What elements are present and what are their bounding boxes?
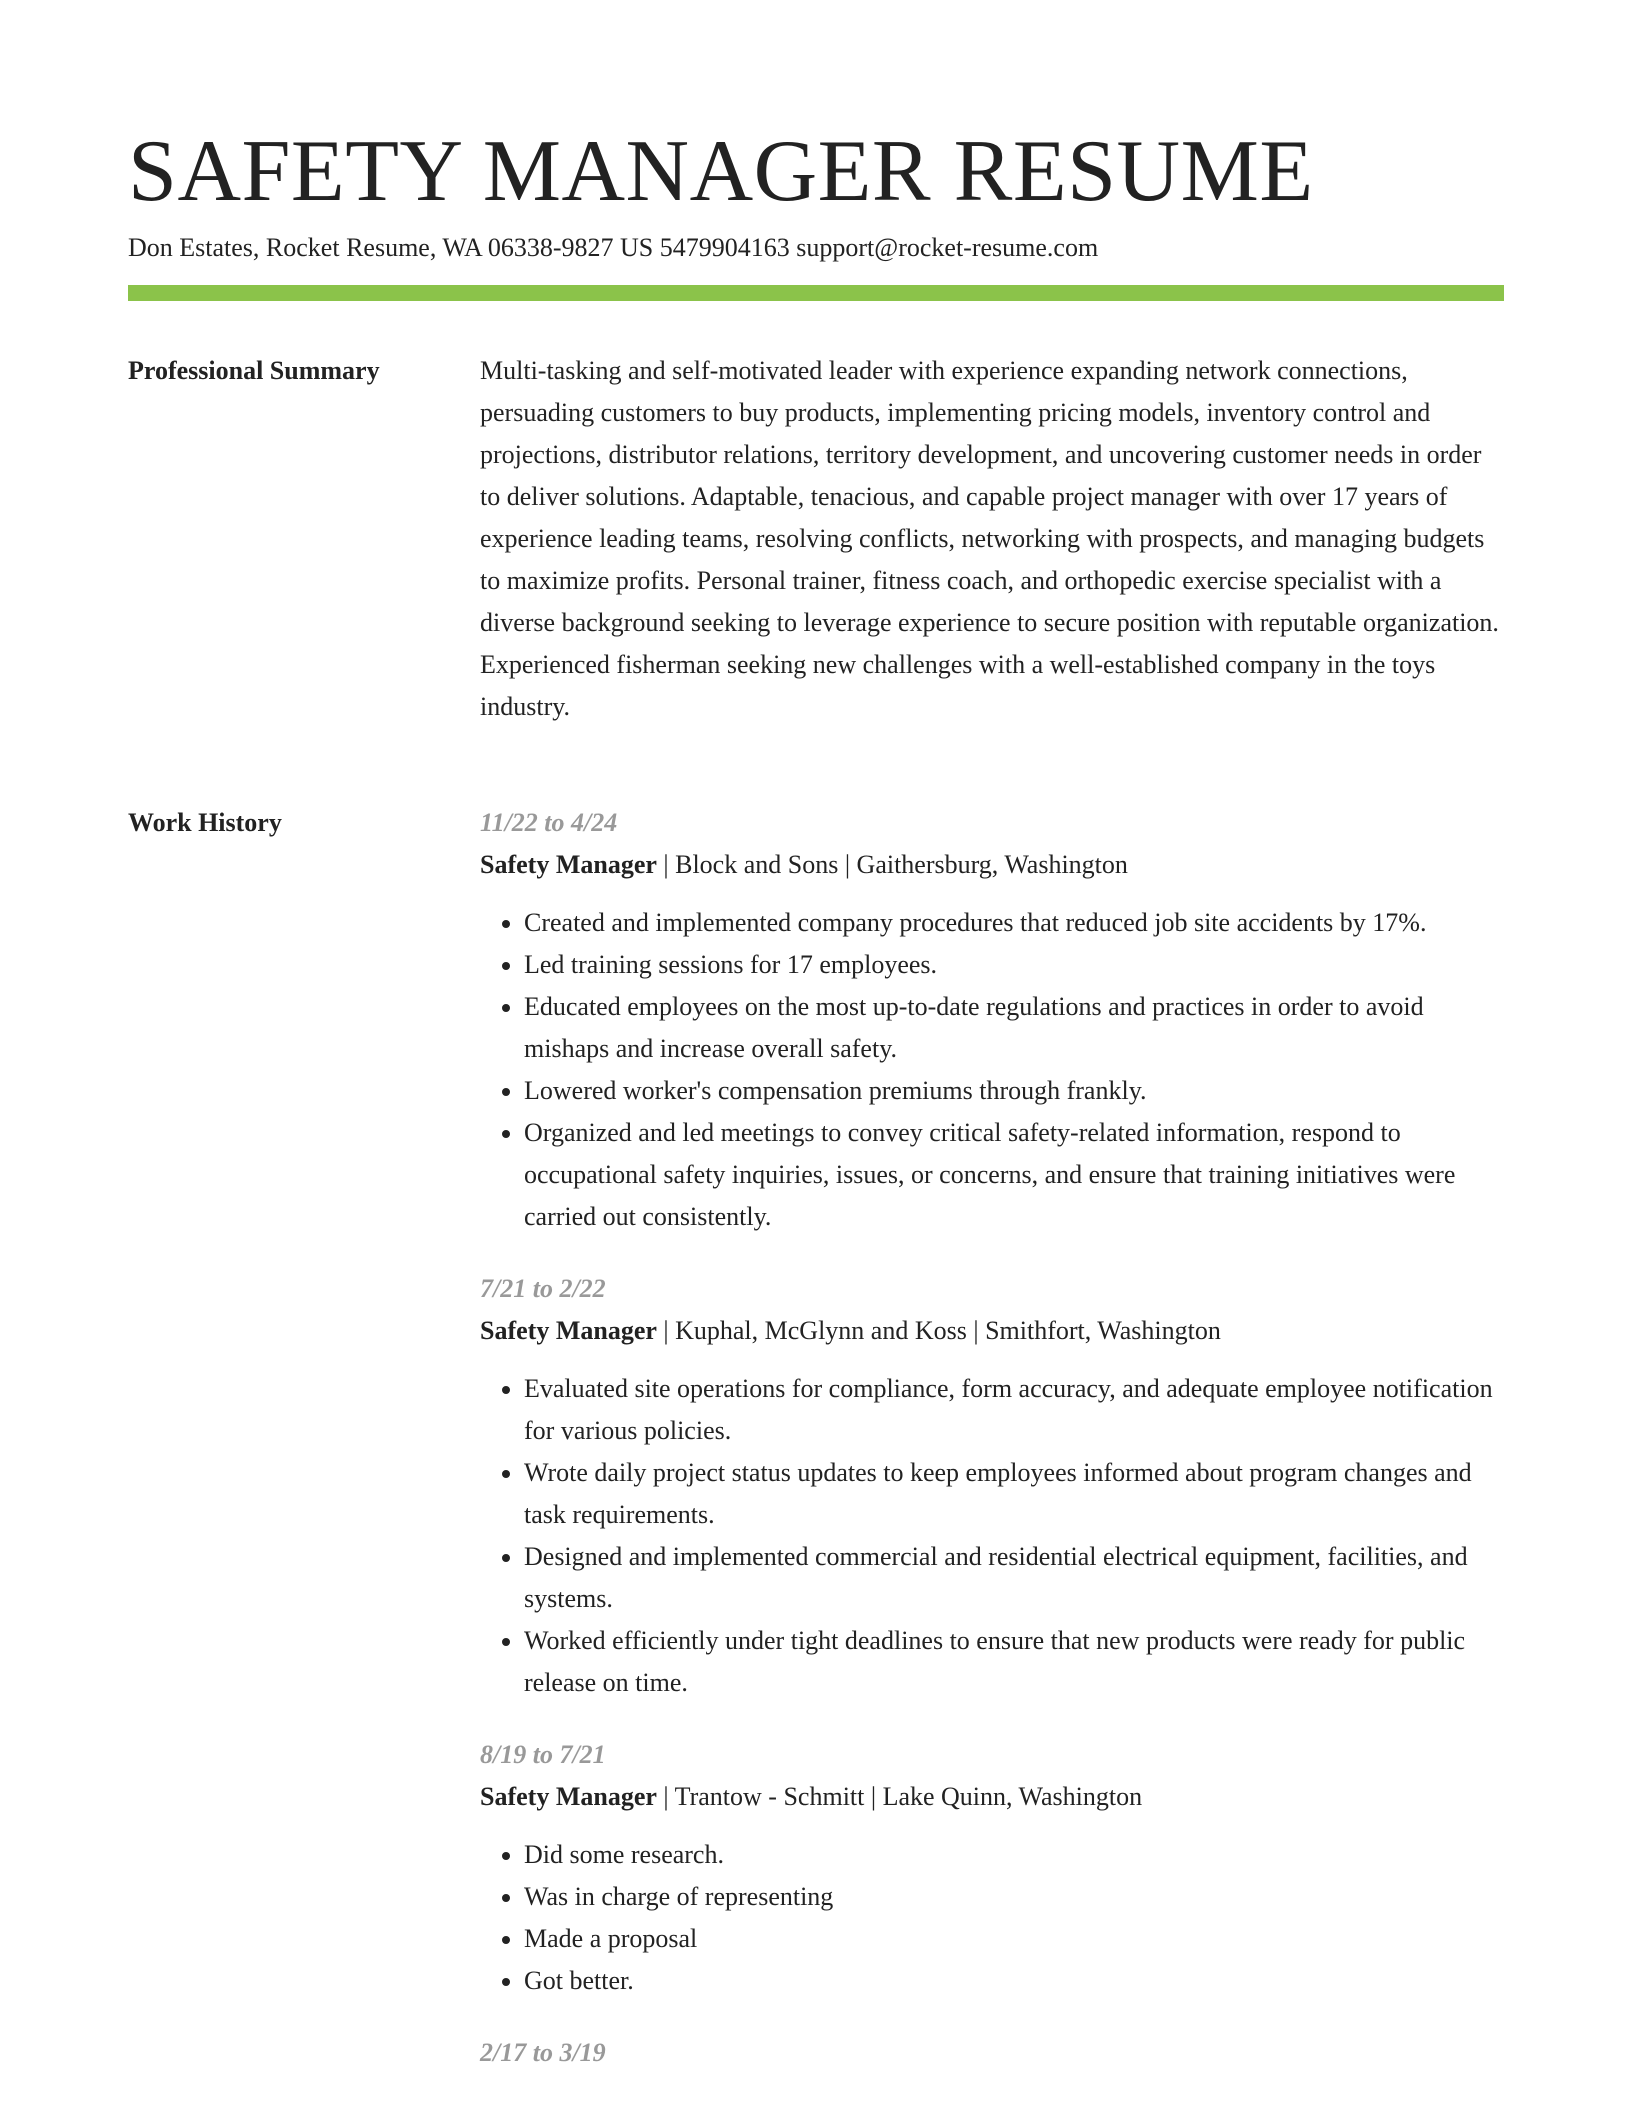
job-bullet: • Was in charge of representing <box>524 1876 1504 1918</box>
accent-divider <box>128 285 1504 301</box>
job-dates: 7/21 to 2/22 <box>480 1274 606 1303</box>
job-bullet: • Designed and implemented commercial and residential electrical equipment, facilities, and systems. <box>524 1536 1504 1620</box>
job-bullet: • Created and implemented company procedures that reduced job site accidents by 17%. <box>524 902 1504 944</box>
job-entry <box>480 2032 1504 2074</box>
job-title: Safety Manager <box>480 850 657 879</box>
job-title-line <box>480 1310 1504 1352</box>
summary-section <box>480 350 1504 728</box>
job-details: | Kuphal, McGlynn and Koss | Smithfort, Washington <box>656 1316 1221 1345</box>
job-bullets <box>480 1834 1504 2002</box>
job-details: | Block and Sons | Gaithersburg, Washington <box>656 850 1128 879</box>
contact-line: Don Estates, Rocket Resume, WA 06338-9827 US 5479904163 support@rocket-resume.com <box>128 233 1099 262</box>
job-dates: 11/22 to 4/24 <box>480 808 618 837</box>
job-dates: 8/19 to 7/21 <box>480 1740 606 1769</box>
job-entry <box>480 1734 1504 2002</box>
job-title-line <box>480 844 1504 886</box>
job-bullets <box>480 1368 1504 1704</box>
job-bullet: • Wrote daily project status updates to keep employees informed about program changes and task requirements. <box>524 1452 1504 1536</box>
job-bullet: • Got better. <box>524 1960 1504 2002</box>
job-bullet: • Evaluated site operations for compliance, form accuracy, and adequate employee notification for various policies. <box>524 1368 1504 1452</box>
job-bullet: • Organized and led meetings to convey critical safety-related information, respond to occupational safety inquiries, issues, or concerns, and ensure that training initiatives were carried out consistently. <box>524 1112 1504 1238</box>
work-history-section-label: Work History <box>128 808 282 837</box>
job-title: Safety Manager <box>480 1316 657 1345</box>
work-history-section <box>480 802 1504 2104</box>
job-bullet: • Lowered worker's compensation premiums through frankly. <box>524 1070 1504 1112</box>
job-bullets <box>480 902 1504 1238</box>
summary-section-label: Professional Summary <box>128 356 380 385</box>
job-bullet: • Worked efficiently under tight deadlines to ensure that new products were ready for public release on time. <box>524 1620 1504 1704</box>
job-entry <box>480 802 1504 1238</box>
job-bullet: • Made a proposal <box>524 1918 1504 1960</box>
job-entry <box>480 1268 1504 1704</box>
job-dates: 2/17 to 3/19 <box>480 2038 606 2067</box>
job-details: | Trantow - Schmitt | Lake Quinn, Washington <box>656 1782 1143 1811</box>
resume-title: SAFETY MANAGER RESUME <box>128 123 1314 220</box>
job-title-line <box>480 1776 1504 1818</box>
summary-text: Multi-tasking and self-motivated leader with experience expanding network connections, persuading customers to buy products, implementing pricing models, inventory control and projections, distributor relations, territory development, and uncovering customer needs in order to deliver solutions. Adaptable, tenacious, and capable project manager with over 17 years of experience leading teams, resolving conflicts, networking with prospects, and managing budgets to maximize profits. Personal trainer, fitness coach, and orthopedic exercise specialist with a diverse background seeking to leverage experience to secure position with reputable organization. Experienced fisherman seeking new challenges with a well-established company in the toys industry. <box>480 356 1499 721</box>
job-title: Safety Manager <box>480 1782 657 1811</box>
job-bullet: • Did some research. <box>524 1834 1504 1876</box>
job-bullet: • Educated employees on the most up-to-date regulations and practices in order to avoid mishaps and increase overall safety. <box>524 986 1504 1070</box>
job-bullet: • Led training sessions for 17 employees. <box>524 944 1504 986</box>
